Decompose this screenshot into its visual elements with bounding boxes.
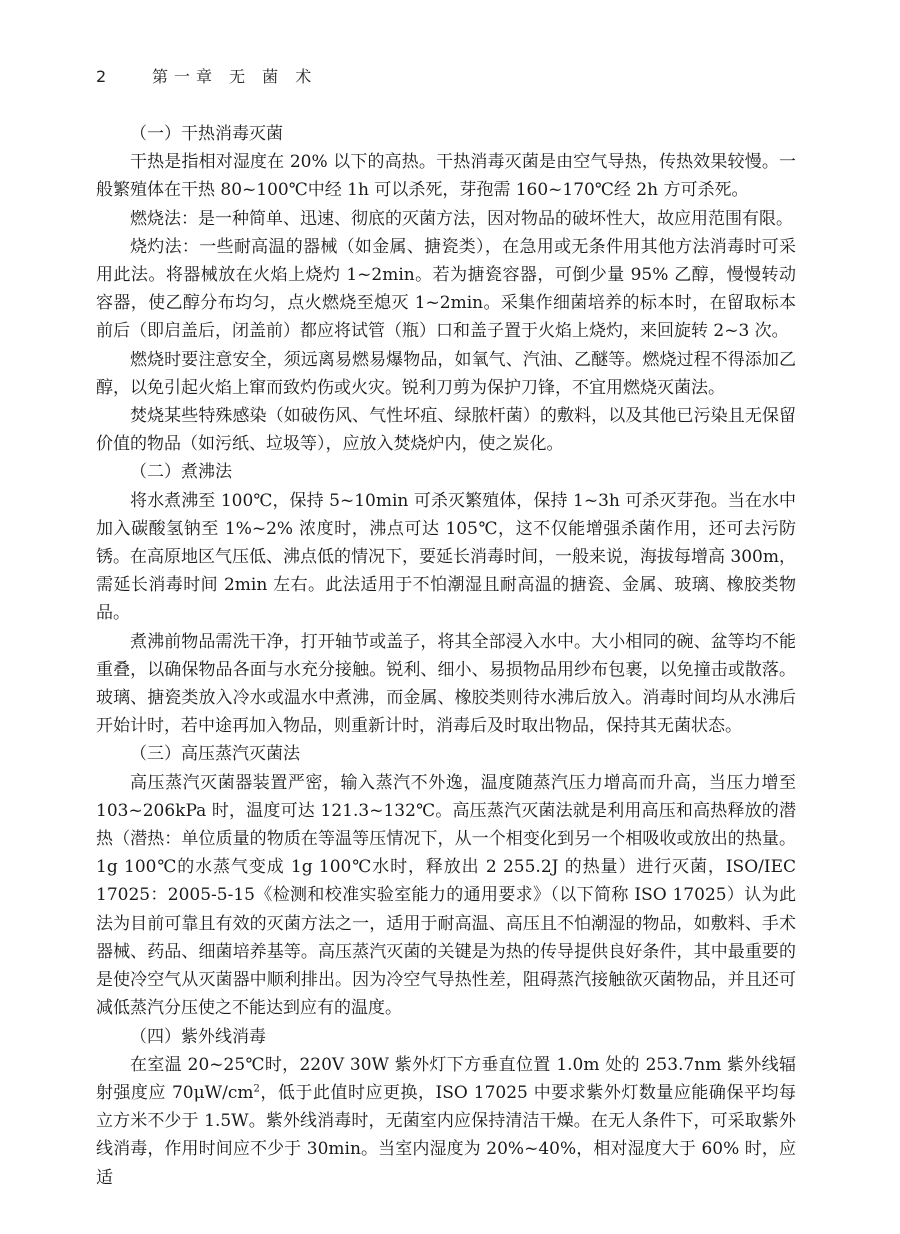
superscript: 2 <box>253 1083 260 1095</box>
paragraph: 干热是指相对湿度在 20% 以下的高热。干热消毒灭菌是由空气导热，传热效果较慢。一般繁殖体在干热 80~100℃中经 1h 可以杀死，芽孢需 160~170℃经 2h 方可杀死。 <box>96 152 796 201</box>
paragraph: 将水煮沸至 100℃，保持 5~10min 可杀灭繁殖体，保持 1~3h 可杀灭芽孢。当在水中加入碳酸氢钠至 1%~2% 浓度时，沸点可达 105℃，这不仅能增强杀菌作用，还可去污防锈。在高原地区气压低、沸点低的情况下，要延长消毒时间，一般来说，海拔每增高 300m，需延长消毒时间 2min 左右。此法适用于不怕潮湿且耐高温的搪瓷、金属、玻璃、橡胶类物品。 <box>96 490 796 624</box>
paragraph: 燃烧时要注意安全，须远离易燃易爆物品，如氧气、汽油、乙醚等。燃烧过程不得添加乙醇，以免引起火焰上窜而致灼伤或火灾。锐利刀剪为保护刀锋，不宜用燃烧灭菌法。 <box>96 349 796 398</box>
paragraph: 煮沸前物品需洗干净，打开轴节或盖子，将其全部浸入水中。大小相同的碗、盆等均不能重叠，以确保物品各面与水充分接触。锐利、细小、易损物品用纱布包裹，以免撞击或散落。玻璃、搪瓷类放入冷水或温水中煮沸，而金属、橡胶类则待水沸后放入。消毒时间均从水沸后开始计时，若中途再加入物品，则重新计时，消毒后及时取出物品，保持其无菌状态。 <box>96 631 796 737</box>
text-run: ，低于此值时应更换，ISO 17025 中要求紫外灯数量应能确保平均每立方米不少于 1.5W。紫外线消毒时，无菌室内应保持清洁干燥。在无人条件下，可采取紫外线消毒，作用时间应不少于 30min。当室内湿度为 20%~40%，相对湿度大于 60% 时，应适 <box>96 1082 796 1188</box>
section-heading: （二）煮沸法 <box>130 462 232 483</box>
body-text <box>96 120 796 1192</box>
paragraph <box>96 1051 796 1192</box>
section-heading: （一）干热消毒灭菌 <box>130 124 283 144</box>
page-number: 2 <box>96 67 107 86</box>
paragraph: 焚烧某些特殊感染（如破伤风、气性坏疽、绿脓杆菌）的敷料，以及其他已污染且无保留价值的物品（如污纸、垃圾等），应放入焚烧炉内，使之炭化。 <box>96 406 796 455</box>
chapter-title: 第一章 无 菌 术 <box>152 67 318 86</box>
text-run: 在室温 20~25℃时，220V 30W 紫外灯下方垂直位置 1.0m 处的 253.7nm 紫外线辐射强度应 70μW/cm <box>96 1054 796 1103</box>
paragraph: 烧灼法：一些耐高温的器械（如金属、搪瓷类），在急用或无条件用其他方法消毒时可采用此法。将器械放在火焰上烧灼 1~2min。若为搪瓷容器，可倒少量 95% 乙醇，慢慢转动容器，使乙醇分布均匀，点火燃烧至熄灭 1~2min。采集作细菌培养的标本时，在留取标本前后（即启盖后，闭盖前）都应将试管（瓶）口和盖子置于火焰上烧灼，来回旋转 2~3 次。 <box>96 236 796 342</box>
paragraph: 高压蒸汽灭菌器装置严密，输入蒸汽不外逸，温度随蒸汽压力增高而升高，当压力增至 103~206kPa 时，温度可达 121.3~132℃。高压蒸汽灭菌法就是利用高压和高热释放的潜热（潜热：单位质量的物质在等温等压情况下，从一个相变化到另一个相吸收或放出的热量。1g 100℃的水蒸气变成 1g 100℃水时，释放出 2 255.2J 的热量）进行灭菌，ISO/IEC 17025：2005-5-15《检测和校准实验室能力的通用要求》（以下简称 ISO 17025）认为此法为目前可靠且有效的灭菌方法之一，适用于耐高温、高压且不怕潮湿的物品，如敷料、手术器械、药品、细菌培养基等。高压蒸汽灭菌的关键是为热的传导提供良好条件，其中最重要的是使冷空气从灭菌器中顺利排出。因为冷空气导热性差，阻碍蒸汽接触欲灭菌物品，并且还可减低蒸汽分压使之不能达到应有的温度。 <box>96 772 796 1019</box>
section-heading: （三）高压蒸汽灭菌法 <box>130 744 300 765</box>
section-heading: （四）紫外线消毒 <box>130 1026 266 1047</box>
page-header <box>96 64 317 87</box>
paragraph: 燃烧法：是一种简单、迅速、彻底的灭菌方法，因对物品的破坏性大，故应用范围有限。 <box>130 208 793 229</box>
